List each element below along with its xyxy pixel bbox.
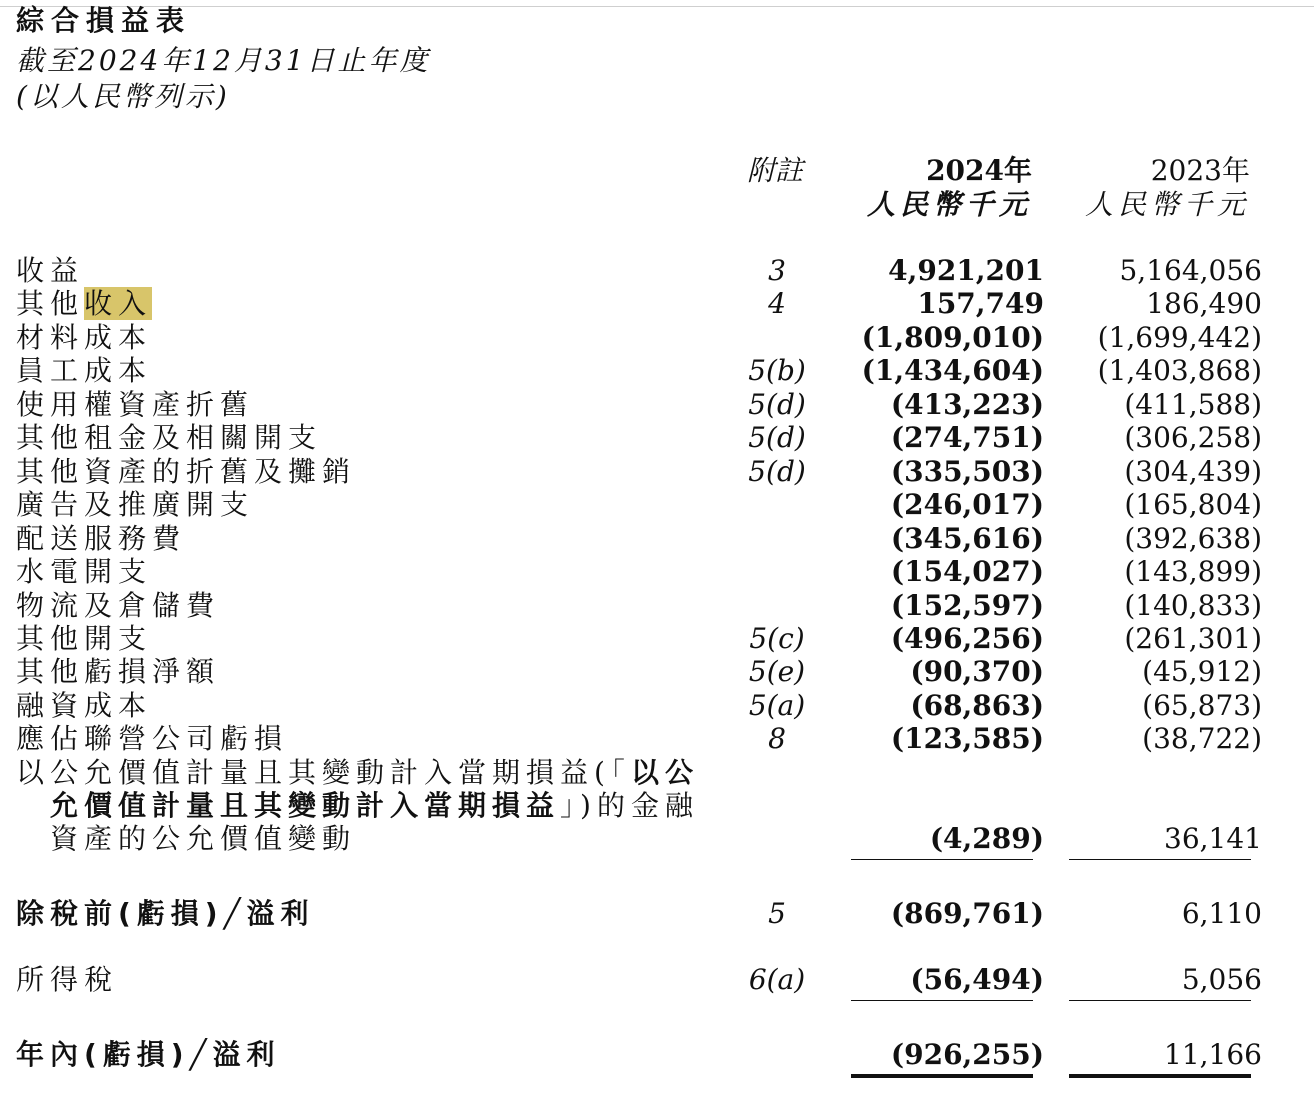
fvtpl-text: 」)的金融 [560,789,699,822]
table-row [0,622,1314,656]
row-value-2024: 4,921,201 [888,254,1044,287]
row-note: 5 [768,897,786,930]
table-row [0,897,1314,931]
row-note: 8 [768,722,786,755]
table-row [0,354,1314,388]
row-value-2023: (261,301) [1124,622,1262,655]
row-label: 材料成本 [16,321,153,354]
row-value-2024: (152,597) [890,589,1044,622]
row-label: 廣告及推廣開支 [16,488,255,521]
row-label: 除稅前(虧損)╱溢利 [16,897,315,930]
row-value-2024: (345,616) [890,522,1044,555]
table-row [0,655,1314,689]
table-row [0,722,1314,756]
row-label: 其他虧損淨額 [16,655,221,688]
fvtpl-label-line-3: 資產的公允價值變動 [50,822,357,855]
row-value-2024: (1,434,604) [861,354,1044,387]
table-row [0,287,1314,321]
row-value-2023: (165,804) [1124,488,1262,521]
row-value-2023: (143,899) [1124,555,1262,588]
row-value-2024: (869,761) [890,897,1044,930]
table-row [0,589,1314,623]
row-label: 其他資產的折舊及攤銷 [16,455,357,488]
row-note: 5(a) [748,689,806,722]
row-label: 配送服務費 [16,522,187,555]
table-row [0,488,1314,522]
row-label: 水電開支 [16,555,153,588]
row-label: 收益 [16,254,85,287]
table-row [0,254,1314,288]
total-double-rule-2023 [1069,1074,1251,1078]
fvtpl-text: 以公允價值計量且其變動計入當期損益(「 [16,756,631,789]
row-value-2024: (926,255) [890,1038,1044,1071]
table-row [0,321,1314,355]
row-value-2024: (4,289) [929,822,1044,855]
row-value-2024: (56,494) [910,963,1044,996]
row-value-2024: (1,809,010) [861,321,1044,354]
row-value-2023: (45,912) [1142,655,1262,688]
year-2023-header: 2023年 [1150,154,1250,187]
fvtpl-label-line-2 [50,789,699,822]
row-note: 5(d) [748,421,806,454]
row-note: 3 [768,254,786,287]
note-column-header: 附註 [746,154,803,187]
subtotal-rule-2023 [1069,859,1251,860]
row-label: 員工成本 [16,354,153,387]
row-label: 年內(虧損)╱溢利 [16,1038,281,1071]
row-note: 5(d) [748,388,806,421]
row-label [16,287,152,321]
total-double-rule-2024 [851,1074,1033,1078]
unit-2024-header: 人民幣千元 [866,188,1032,221]
table-row [0,522,1314,556]
fvtpl-label-line-1 [16,756,699,789]
row-value-2023: (140,833) [1124,589,1262,622]
table-row [0,1038,1314,1072]
row-value-2023: 11,166 [1164,1038,1262,1071]
row-note: 5(d) [748,455,806,488]
row-value-2024: (413,223) [890,388,1044,421]
row-label: 物流及倉儲費 [16,589,221,622]
row-value-2023: 6,110 [1181,897,1262,930]
table-row [0,689,1314,723]
row-value-2023: 36,141 [1164,822,1262,855]
row-value-2023: (411,588) [1124,388,1262,421]
row-value-2023: 5,164,056 [1119,254,1262,287]
table-row [0,555,1314,589]
highlighted-text: 收入 [84,287,153,320]
row-value-2024: (246,017) [890,488,1044,521]
period-subtitle: 截至2024年12月31日止年度 [16,44,431,77]
row-value-2024: (496,256) [890,622,1044,655]
row-label: 其他開支 [16,622,153,655]
row-value-2024: (68,863) [910,689,1044,722]
fvtpl-defined-term: 允價值計量且其變動計入當期損益 [50,789,561,822]
row-value-2024: 157,749 [917,287,1044,320]
row-value-2023: (306,258) [1124,421,1262,454]
row-label: 使用權資產折舊 [16,388,255,421]
row-note: 6(a) [748,963,806,996]
row-note: 4 [768,287,786,320]
tax-rule-2023 [1069,1000,1251,1001]
year-2024-header: 2024年 [926,154,1032,187]
row-value-2024: (274,751) [890,421,1044,454]
fvtpl-defined-term: 以公 [630,756,699,789]
row-label: 其他租金及相關開支 [16,421,323,454]
row-label: 融資成本 [16,689,153,722]
row-value-2024: (335,503) [890,455,1044,488]
row-note: 5(c) [749,622,805,655]
table-row [0,421,1314,455]
row-label-part: 其他 [16,287,85,320]
table-row [0,822,1314,856]
row-value-2023: (1,699,442) [1097,321,1262,354]
table-row [0,388,1314,422]
row-value-2024: (154,027) [890,555,1044,588]
row-value-2023: 186,490 [1146,287,1262,320]
row-label: 應佔聯營公司虧損 [16,722,289,755]
row-label: 所得稅 [16,963,119,996]
top-border [0,6,1314,7]
row-value-2023: (392,638) [1124,522,1262,555]
row-value-2023: (1,403,868) [1097,354,1262,387]
table-row [0,963,1314,997]
row-value-2023: (38,722) [1142,722,1262,755]
row-note: 5(b) [748,354,806,387]
currency-subtitle: (以人民幣列示) [16,80,230,113]
table-row [0,455,1314,489]
row-value-2024: (123,585) [890,722,1044,755]
unit-2023-header: 人民幣千元 [1084,188,1250,221]
row-value-2023: (65,873) [1142,689,1262,722]
row-value-2024: (90,370) [910,655,1044,688]
tax-rule-2024 [851,1000,1033,1001]
row-value-2023: 5,056 [1181,963,1262,996]
row-note: 5(e) [748,655,806,688]
subtotal-rule-2024 [851,859,1033,860]
row-value-2023: (304,439) [1124,455,1262,488]
statement-title: 綜合損益表 [16,4,192,37]
